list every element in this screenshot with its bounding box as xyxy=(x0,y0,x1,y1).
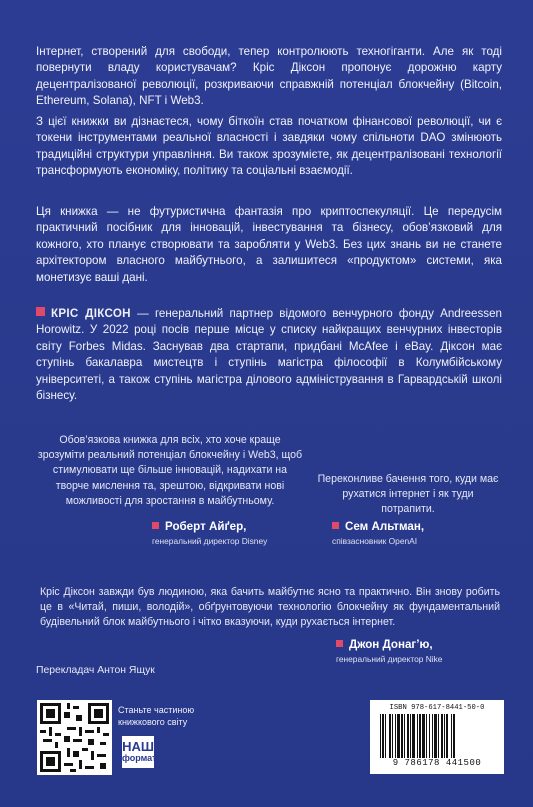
quote-author-role: співзасновник OpenAI xyxy=(332,536,418,546)
intro-paragraph-3: Ця книжка — не футуристична фантазія про криптоспекуляції. Це передусім практичний посібник для інновацій, інвестування та бізнесу, обов’язковий для кожного, хто планує створювати та заробляти у Web3. Без цих знань ви не станете архітектором власного майбутнього, а залишитеся «продуктом» системи, яка монетизує ваші дані. xyxy=(36,205,502,284)
quote-donahoe: Кріс Діксон завжди був людиною, яка бачить майбутнє ясно та практично. Він знову робить це в «Читай, пиши, володій», обґрунтовуючи технологію блокчейну як фундаментальний будівельний блок майбутнього і чітко вказуючи, куди рухається інтернет. xyxy=(40,586,500,629)
quote-author-role: генеральний директор Disney xyxy=(152,536,268,546)
quote-iger: Обов’язкова книжка для всіх, хто хоче краще зрозуміти реальний потенціал блокчейну і Web3, щоб стимулювати ще більше інновацій, надихати на творче мислення та, зрештою, відкривати нові можливості для зростання в майбутньому. xyxy=(37,434,303,507)
isbn-barcode xyxy=(370,700,504,774)
logo-bottom-text: формат xyxy=(122,753,157,763)
publisher-slogan xyxy=(118,704,194,728)
translator-credit: Перекладач Антон Ящук xyxy=(36,665,155,676)
author-bio-text: — генеральний партнер відомого венчурного фонду Andreessen Horowitz. У 2022 році посів перше місце у списку найкращих венчурних інвесторів світу Forbes Midas. Заснував два стартапи, придбані McAfee і eBay. Діксон має ступінь бакалавра мистецтв і ступінь магістра філософії в Колумбійському університеті, а також ступінь магістра ділового адміністрування в Гарвардській школі бізнесу. xyxy=(36,307,502,403)
quote-author-name: Сем Альтман, xyxy=(345,520,425,533)
quote-author-name: Роберт Айґер, xyxy=(165,520,247,533)
signature-altman xyxy=(332,520,424,546)
quote-altman: Переконливе бачення того, куди має рухатися інтернет і як туди потрапити. xyxy=(317,473,499,516)
intro-paragraph-1: Інтернет, створений для свободи, тепер контролюють техногіганти. Але як тоді повернути владу користувачам? Кріс Діксон пропонує дорожню карту децентралізованої революції, розкриваючи справжній потенціал блокчейну (Bitcoin, Ethereum, Solana), NFT і Web3. xyxy=(36,45,502,108)
bullet-marker-icon xyxy=(336,640,343,647)
intro-paragraph-2: З цієї книжки ви дізнаєтеся, чому біткоїн став початком фінансової революції, чи є токени інструментами реальної власності і завдяки чому спільноти DAO змінюють традиційні структури управління. Ви також зрозумієте, як децентралізовані технології трансформують економіку, політику та соціальні взаємодії. xyxy=(36,115,502,178)
isbn-label: ISBN 978-617-8441-50-0 xyxy=(389,704,485,712)
signature-iger xyxy=(152,520,267,546)
bullet-marker-icon xyxy=(152,522,159,529)
isbn-digits: 9 786178 441500 xyxy=(392,758,482,768)
author-name: КРІС ДІКСОН xyxy=(51,307,131,320)
author-bio xyxy=(36,306,502,404)
qr-code-icon[interactable] xyxy=(37,700,112,775)
bullet-marker-icon xyxy=(332,522,339,529)
signature-donahoe xyxy=(336,638,442,664)
quote-author-name: Джон Донаг’ю, xyxy=(349,638,433,651)
slogan-line-1: Станьте частиною xyxy=(118,705,195,715)
barcode-icon xyxy=(378,714,496,758)
logo-top-text: НАШ xyxy=(122,739,154,754)
quote-author-role: генеральний директор Nike xyxy=(336,654,443,664)
publisher-logo xyxy=(122,736,157,768)
slogan-line-2: книжкового світу xyxy=(118,717,188,727)
bullet-marker-icon xyxy=(36,307,45,316)
